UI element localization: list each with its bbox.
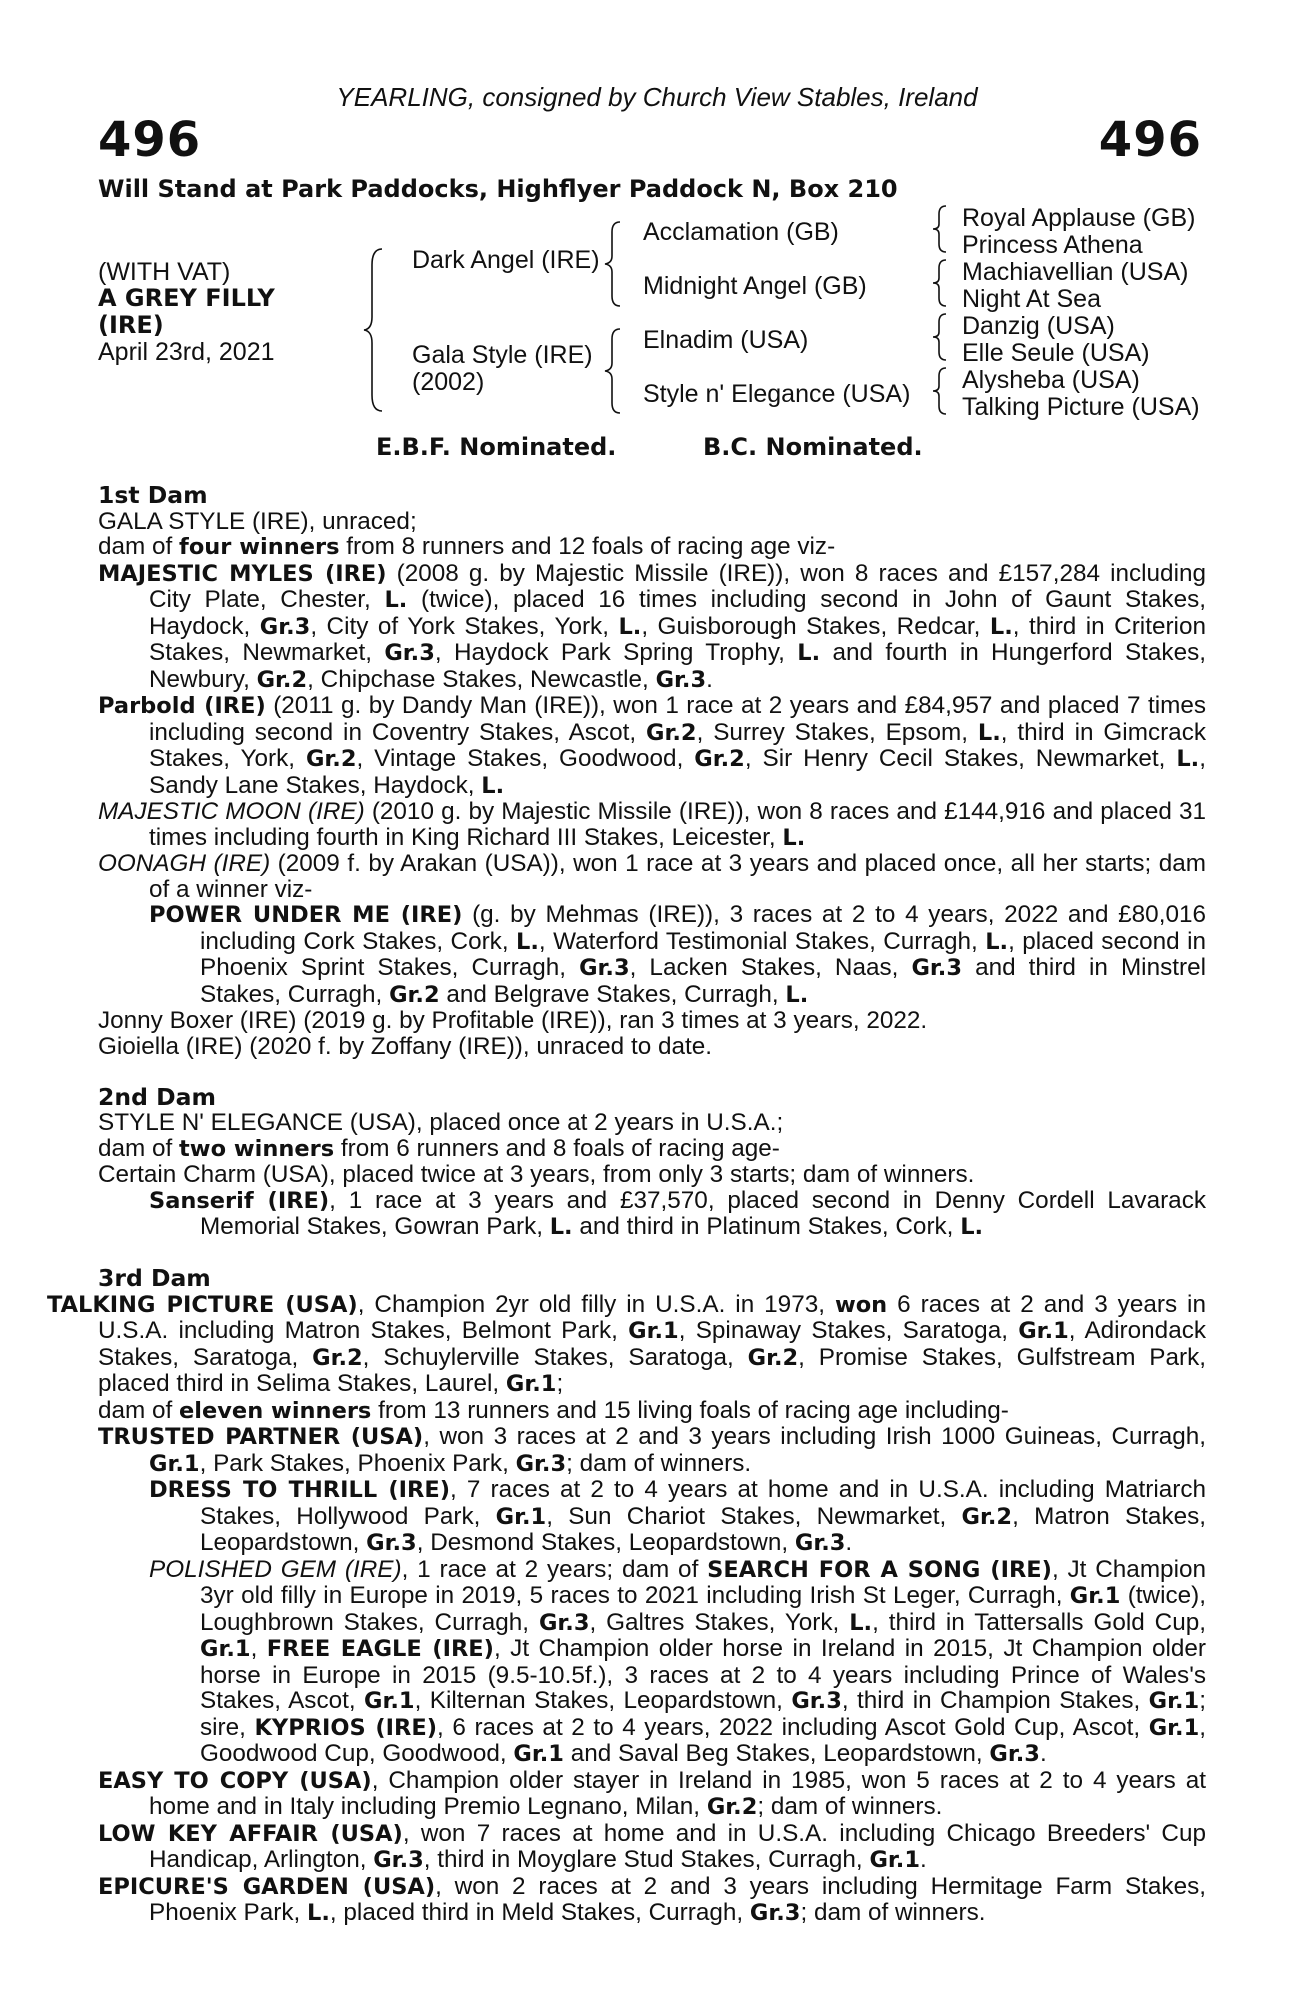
- horse-description: A GREY FILLY: [98, 284, 275, 312]
- summary-line: GALA STYLE (IRE), unraced;: [98, 507, 417, 535]
- vat-note: (WITH VAT): [98, 258, 231, 286]
- progeny-entry: Jonny Boxer (IRE) (2019 g. by Profitable (IRE)), ran 3 times at 3 years, 2022.: [98, 1007, 928, 1034]
- pedigree-bracket-ggp-4: [930, 366, 952, 416]
- catalogue-body: [47, 481, 1207, 1927]
- progeny-entry: TRUSTED PARTNER (USA), won 3 races at 2 and 3 years including Irish 1000 Guineas, Curragh, Gr.1, Park Stakes, Phoenix Park, Gr.3; dam of winners.: [98, 1423, 1206, 1477]
- progeny-entry: Certain Charm (USA), placed twice at 3 years, from only 3 starts; dam of winners.: [98, 1161, 975, 1188]
- pedigree-dam-dam: Style n' Elegance (USA): [643, 380, 911, 408]
- horse-description-origin: (IRE): [98, 311, 164, 339]
- pedigree-dam: Gala Style (IRE): [412, 341, 593, 369]
- lot-number-right: 496: [1098, 112, 1202, 168]
- pedigree-ggp: Talking Picture (USA): [962, 393, 1200, 421]
- stand-location: Will Stand at Park Paddocks, Highflyer Paddock N, Box 210: [98, 175, 898, 203]
- progeny-entry: EASY TO COPY (USA), Champion older stayer in Ireland in 1985, won 5 races at 2 to 4 years at home and in Italy including Premio Legnano, Milan, Gr.2; dam of winners.: [98, 1766, 1207, 1820]
- progeny-entry: DRESS TO THRILL (IRE), 7 races at 2 to 4 years at home and in U.S.A. including Matriarch Stakes, Hollywood Park, Gr.1, Sun Chariot Stakes, Newmarket, Gr.2, Matron Stakes, Leopardstown, Gr.3, Desmond Stakes, Leopardstown, Gr.3.: [149, 1476, 1206, 1556]
- progeny-entry: Gioiella (IRE) (2020 f. by Zoffany (IRE)), unraced to date.: [98, 1032, 712, 1060]
- progeny-entry: MAJESTIC MYLES (IRE) (2008 g. by Majestic Missile (IRE)), won 8 races and £157,284 including City Plate, Chester, L. (twice), placed 16 times including second in John of Gaunt Stakes, Haydock, Gr.3, City of York Stakes, York, L., Guisborough Stakes, Redcar, L., third in Criterion Stakes, Newmarket, Gr.3, Haydock Park Spring Trophy, L. and fourth in Hungerford Stakes, Newbury, Gr.2, Chipchase Stakes, Newcastle, Gr.3.: [98, 559, 1206, 693]
- pedigree-sire-sire: Acclamation (GB): [643, 218, 839, 246]
- pedigree-sire: Dark Angel (IRE): [412, 246, 600, 274]
- pedigree-dam-sire: Elnadim (USA): [643, 326, 809, 354]
- first-dam-progeny: [98, 561, 1206, 1060]
- pedigree-ggp: Princess Athena: [962, 231, 1143, 259]
- pedigree-bracket-sire: [602, 220, 626, 308]
- pedigree-ggp: Royal Applause (GB): [962, 204, 1196, 232]
- progeny-entry: MAJESTIC MOON (IRE) (2010 g. by Majestic Missile (IRE)), won 8 races and £144,916 and placed 31 times including fourth in King Richard III Stakes, Leicester, L.: [98, 798, 1206, 851]
- pedigree-ggp: Machiavellian (USA): [962, 258, 1189, 286]
- summary-line: STYLE N' ELEGANCE (USA), placed once at 2 years in U.S.A.;: [98, 1109, 784, 1136]
- pedigree-bracket-main: [360, 245, 390, 415]
- ebf-nomination: E.B.F. Nominated.: [376, 433, 617, 461]
- lot-number-left: 496: [98, 112, 202, 168]
- pedigree-ggp: Alysheba (USA): [962, 366, 1140, 394]
- progeny-entry: Parbold (IRE) (2011 g. by Dandy Man (IRE)), won 1 race at 2 years and £84,957 and placed 7 times including second in Coventry Stakes, Ascot, Gr.2, Surrey Stakes, Epsom, L., third in Gimcrack Stakes, York, Gr.2, Vintage Stakes, Goodwood, Gr.2, Sir Henry Cecil Stakes, Newmarket, L., Sandy Lane Stakes, Haydock, L.: [98, 692, 1206, 799]
- progeny-entry: dam of eleven winners from 13 runners and 15 living foals of racing age including-: [98, 1396, 1009, 1424]
- second-dam-progeny: [98, 1162, 1206, 1241]
- progeny-entry: EPICURE'S GARDEN (USA), won 2 races at 2 and 3 years including Hermitage Farm Stakes, Phoenix Park, L., placed third in Meld Stakes, Curragh, Gr.3; dam of winners.: [98, 1872, 1206, 1926]
- progeny-entry: POWER UNDER ME (IRE) (g. by Mehmas (IRE)), 3 races at 2 to 4 years, 2022 and £80,016 including Cork Stakes, Cork, L., Waterford Testimonial Stakes, Curragh, L., placed second in Phoenix Sprint Stakes, Curragh, Gr.3, Lacken Stakes, Naas, Gr.3 and third in Minstrel Stakes, Curragh, Gr.2 and Belgrave Stakes, Curragh, L.: [149, 901, 1206, 1008]
- summary-line: dam of two winners from 6 runners and 8 foals of racing age-: [98, 1134, 780, 1162]
- pedigree-bracket-ggp-2: [930, 258, 952, 308]
- third-dam-heading: 3rd Dam: [98, 1264, 211, 1292]
- summary-line: dam of four winners from 8 runners and 12 foals of racing age viz-: [98, 533, 836, 560]
- progeny-entry: OONAGH (IRE) (2009 f. by Arakan (USA)), won 1 race at 3 years and placed once, all her starts; dam of a winner viz-: [98, 850, 1206, 903]
- pedigree-bracket-ggp-1: [930, 204, 952, 254]
- second-dam-heading: 2nd Dam: [98, 1082, 216, 1111]
- first-dam-heading: 1st Dam: [98, 481, 208, 509]
- third-dam-progeny: [47, 1290, 1207, 1927]
- first-dam-summary: [98, 509, 1206, 561]
- pedigree-sire-dam: Midnight Angel (GB): [643, 272, 867, 300]
- consignment-title: YEARLING, consigned by Church View Stables, Ireland: [336, 82, 978, 112]
- pedigree-bracket-ggp-3: [930, 312, 952, 362]
- progeny-entry: POLISHED GEM (IRE), 1 race at 2 years; dam of SEARCH FOR A SONG (IRE), Jt Champion 3yr old filly in Europe in 2019, 5 races to 2021 including Irish St Leger, Curragh, Gr.1 (twice), Loughbrown Stakes, Curragh, Gr.3, Galtres Stakes, York, L., third in Tattersalls Gold Cup, Gr.1, FREE EAGLE (IRE), Jt Champion older horse in Ireland in 2015, Jt Champion older horse in Europe in 2015 (9.5-10.5f.), 3 races at 2 to 4 years including Prince of Wales's Stakes, Ascot, Gr.1, Kilternan Stakes, Leopardstown, Gr.3, third in Champion Stakes, Gr.1; sire, KYPRIOS (IRE), 6 races at 2 to 4 years, 2022 including Ascot Gold Cup, Ascot, Gr.1, Goodwood Cup, Goodwood, Gr.1 and Saval Beg Stakes, Leopardstown, Gr.3.: [149, 1555, 1207, 1767]
- second-dam-summary: [98, 1110, 1206, 1162]
- foaling-date: April 23rd, 2021: [98, 338, 275, 366]
- pedigree-ggp: Elle Seule (USA): [962, 339, 1150, 367]
- pedigree-ggp: Night At Sea: [962, 285, 1101, 313]
- pedigree-dam-year: (2002): [412, 368, 485, 396]
- pedigree-ggp: Danzig (USA): [962, 312, 1115, 340]
- progeny-entry: LOW KEY AFFAIR (USA), won 7 races at home and in U.S.A. including Chicago Breeders' Cup Handicap, Arlington, Gr.3, third in Moyglare Stud Stakes, Curragh, Gr.1.: [98, 1819, 1206, 1873]
- progeny-entry: Sanserif (IRE), 1 race at 3 years and £37,570, placed second in Denny Cordell Lavarack Memorial Stakes, Gowran Park, L. and third in Platinum Stakes, Cork, L.: [149, 1186, 1206, 1240]
- bc-nomination: B.C. Nominated.: [703, 433, 923, 461]
- pedigree-bracket-dam: [602, 327, 626, 415]
- progeny-entry: TALKING PICTURE (USA), Champion 2yr old filly in U.S.A. in 1973, won 6 races at 2 and 3 years in U.S.A. including Matron Stakes, Belmont Park, Gr.1, Spinaway Stakes, Saratoga, Gr.1, Adirondack Stakes, Saratoga, Gr.2, Schuylerville Stakes, Saratoga, Gr.2, Promise Stakes, Gulfstream Park, placed third in Selima Stakes, Laurel, Gr.1;: [47, 1290, 1207, 1397]
